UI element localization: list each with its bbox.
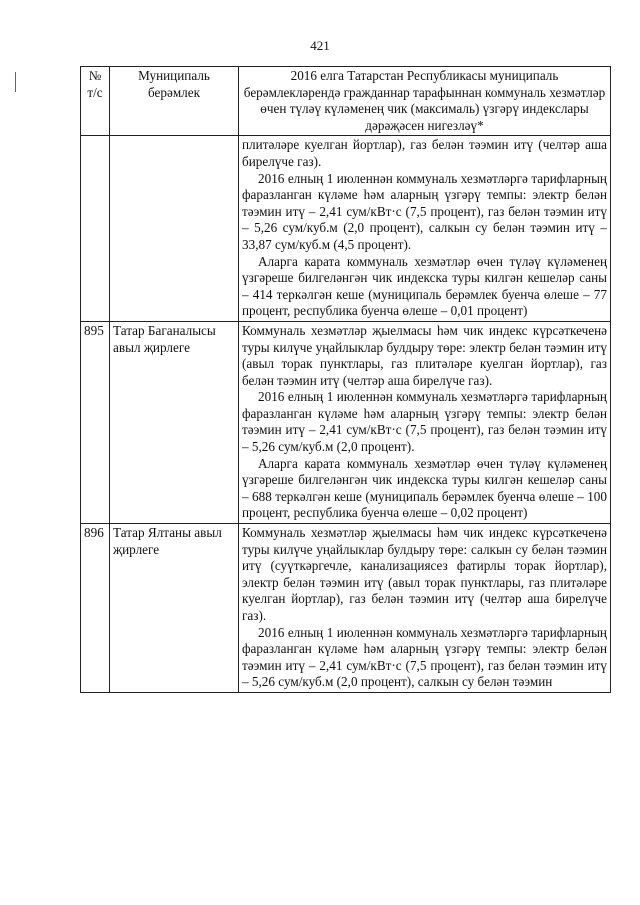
description-paragraph: Аларга карата коммуналь хезмәтләр өчен түләү күләменең үзгәреше билгеләнгән чик индекска туры килгән кешеләр саны – 414 теркәлгән кеше (муниципаль берәмлек буенча өлеше – 77 процент, республика буенча өлеше – 0,01 процент) <box>242 253 607 319</box>
header-description: 2016 елга Татарстан Республикасы муниципаль берәмлекләрендә гражданнар тарафыннан коммуналь хезмәтләр өчен түләү күләменең чик (максималь) үзгәрү индекслары дәрәҗәсен нигезләү* <box>239 67 611 136</box>
page-number: 421 <box>310 38 330 53</box>
table-header-row <box>81 67 611 136</box>
row-municipality <box>110 136 239 322</box>
table-row <box>81 321 611 523</box>
header-num: № т/с <box>81 67 110 136</box>
row-num: 895 <box>81 321 110 523</box>
row-description <box>239 524 611 693</box>
description-paragraph: 2016 елның 1 июленнән коммуналь хезмәтләргә тарифларның фаразланган күләме һәм аларның үзгәрү темпы: электр белән тәэмин итү – 2,41 сум/кВт·с (7,5 процент), газ белән тәэмин итү – 5,26 сум/куб.м (2,0 процент). <box>242 389 607 455</box>
description-paragraph: Коммуналь хезмәтләр җыелмасы һәм чик индекс күрсәткеченә туры килүче уңайлыклар булдыру төре: салкын су белән тәэмин итү (суүткәргечле, канализациясез фатирлы торак йортлар), электр белән тәэмин итү (авыл торак пунктлары, газ плитәләре куелган йортлар), газ белән тәэмин итү (челтәр аша бирелүче газ). <box>242 525 607 623</box>
table-row <box>81 524 611 693</box>
description-paragraph: 2016 елның 1 июленнән коммуналь хезмәтләргә тарифларның фаразланган күләме һәм аларның үзгәрү темпы: электр белән тәэмин итү – 2,41 сум/кВт·с (7,5 процент), газ белән тәэмин итү – 5,26 сум/куб.м (2,0 процент), салкын су белән тәэмин <box>242 624 607 690</box>
row-municipality: Татар Баганалысы авыл җирлеге <box>110 321 239 523</box>
description-paragraph: плитәләре куелган йортлар), газ белән тәэмин итү (челтәр аша бирелүче газ). <box>242 137 607 169</box>
row-num: 896 <box>81 524 110 693</box>
row-description <box>239 136 611 322</box>
row-municipality: Татар Ялтаны авыл җирлеге <box>110 524 239 693</box>
description-paragraph: Коммуналь хезмәтләр җыелмасы һәм чик индекс күрсәткеченә туры килүче уңайлыклар булдыру төре: электр белән тәэмин итү (авыл торак пунктлары, газ плитәләре куелган йортлар), газ белән тәэмин итү (челтәр аша бирелүче газ). <box>242 322 607 388</box>
header-municipality: Муниципаль берәмлек <box>110 67 239 136</box>
description-paragraph: Аларга карата коммуналь хезмәтләр өчен түләү күләменең үзгәреше билгеләнгән чик индекска туры килгән кешеләр саны – 688 теркәлгән кеше (муниципаль берәмлек буенча өлеше – 100 процент, республика буенча өлеше – 0,02 процент) <box>242 455 607 521</box>
row-description <box>239 321 611 523</box>
table-row <box>81 136 611 322</box>
description-paragraph: 2016 елның 1 июленнән коммуналь хезмәтләргә тарифларның фаразланган күләме һәм аларның үзгәрү темпы: электр белән тәэмин итү – 2,41 сум/кВт·с (7,5 процент), газ белән тәэмин итү – 5,26 сум/куб.м (2,0 процент), салкын су белән тәэмин итү – 33,87 сум/куб.м (4,5 процент). <box>242 170 607 252</box>
index-table <box>80 66 611 693</box>
margin-mark <box>15 72 16 92</box>
row-num <box>81 136 110 322</box>
